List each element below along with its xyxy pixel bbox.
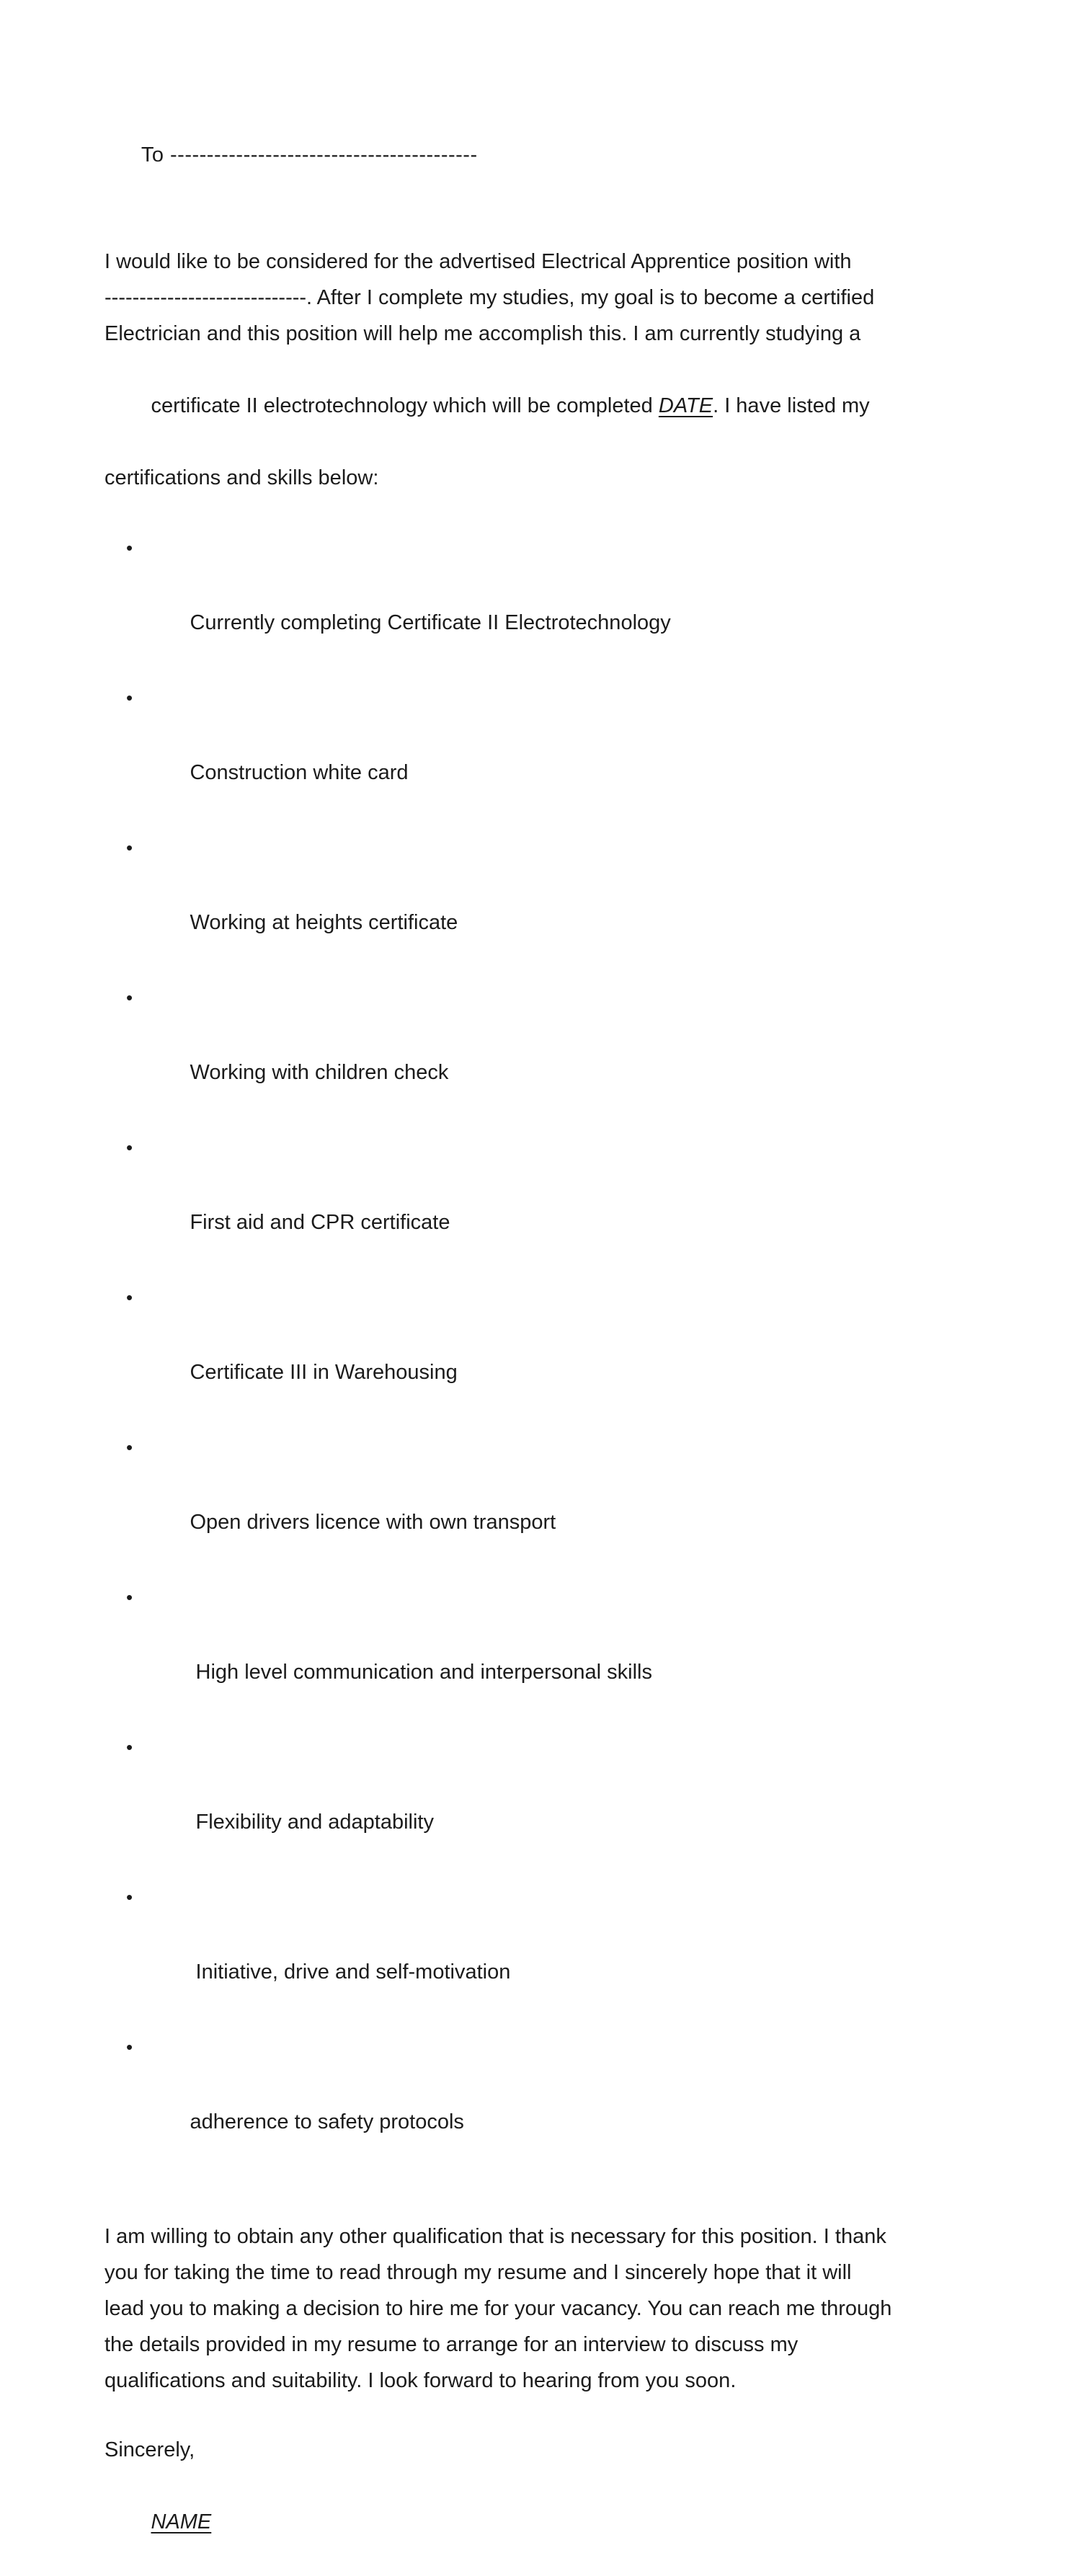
intro-line-4-before: certificate II electrotechnology which will be completed (151, 394, 659, 417)
intro-paragraph (104, 244, 1009, 496)
signoff: Sincerely, (104, 2438, 195, 2461)
list-item-text: Construction white card (190, 761, 409, 784)
bullet-icon: • (126, 1137, 133, 1158)
list-item-text: Open drivers licence with own transport (190, 1511, 556, 1534)
list-item (104, 979, 1009, 1129)
list-item (104, 829, 1009, 979)
closing-paragraph (104, 2219, 1009, 2399)
list-item-text: High level communication and interpersonal skills (190, 1661, 652, 1684)
list-item-text: Currently completing Certificate II Electrotechnology (190, 611, 671, 634)
bullet-icon: • (126, 1886, 133, 1908)
signature-block (104, 2432, 1009, 2576)
recipient-line-text: To ------------------------------------------ (141, 143, 478, 166)
bullet-icon: • (126, 537, 133, 559)
list-item-text: First aid and CPR certificate (190, 1211, 450, 1234)
closing-line-5: qualifications and suitability. I look forward to hearing from you soon. (104, 2369, 737, 2392)
bullet-icon: • (126, 837, 133, 858)
intro-line-4 (104, 352, 1009, 460)
list-item-text: Initiative, drive and self-motivation (190, 1960, 511, 1984)
recipient-line (104, 101, 1009, 209)
bullet-icon: • (126, 1586, 133, 1608)
list-item-text: Certificate III in Warehousing (190, 1361, 458, 1384)
closing-line-2: you for taking the time to read through my resume and I sincerely hope that it will (104, 2261, 852, 2284)
list-item (104, 529, 1009, 679)
list-item (104, 1878, 1009, 2028)
list-item (104, 2028, 1009, 2178)
list-item-text: Working at heights certificate (190, 911, 458, 934)
closing-line-4: the details provided in my resume to arrange for an interview to discuss my (104, 2333, 798, 2356)
intro-line-1: I would like to be considered for the advertised Electrical Apprentice position with (104, 250, 852, 273)
list-item-text: Working with children check (190, 1061, 449, 1084)
certifications-list (104, 529, 1009, 2178)
closing-line-3: lead you to making a decision to hire me for your vacancy. You can reach me through (104, 2297, 892, 2320)
list-item (104, 1429, 1009, 1578)
closing-line-1: I am willing to obtain any other qualification that is necessary for this position. I thank (104, 2225, 886, 2248)
bullet-icon: • (126, 1736, 133, 1758)
list-item (104, 1728, 1009, 1878)
list-item-text: adherence to safety protocols (190, 2110, 464, 2133)
list-item (104, 1578, 1009, 1728)
list-item (104, 679, 1009, 829)
list-item-text: Flexibility and adaptability (190, 1811, 434, 1834)
intro-line-4-after: . I have listed my (713, 394, 870, 417)
intro-line-3: Electrician and this position will help me accomplish this. I am currently studying a (104, 322, 861, 345)
bullet-icon: • (126, 687, 133, 709)
bullet-icon: • (126, 987, 133, 1008)
list-item (104, 1279, 1009, 1429)
bullet-icon: • (126, 2036, 133, 2058)
bullet-icon: • (126, 1436, 133, 1458)
bullet-icon: • (126, 1287, 133, 1308)
date-placeholder: DATE (658, 394, 713, 417)
signature-name: NAME (151, 2510, 212, 2533)
intro-line-2: -----------------------------. After I complete my studies, my goal is to become a certified (104, 286, 875, 309)
signature-name-line (104, 2468, 1009, 2576)
intro-line-5: certifications and skills below: (104, 466, 379, 489)
list-item (104, 1129, 1009, 1279)
